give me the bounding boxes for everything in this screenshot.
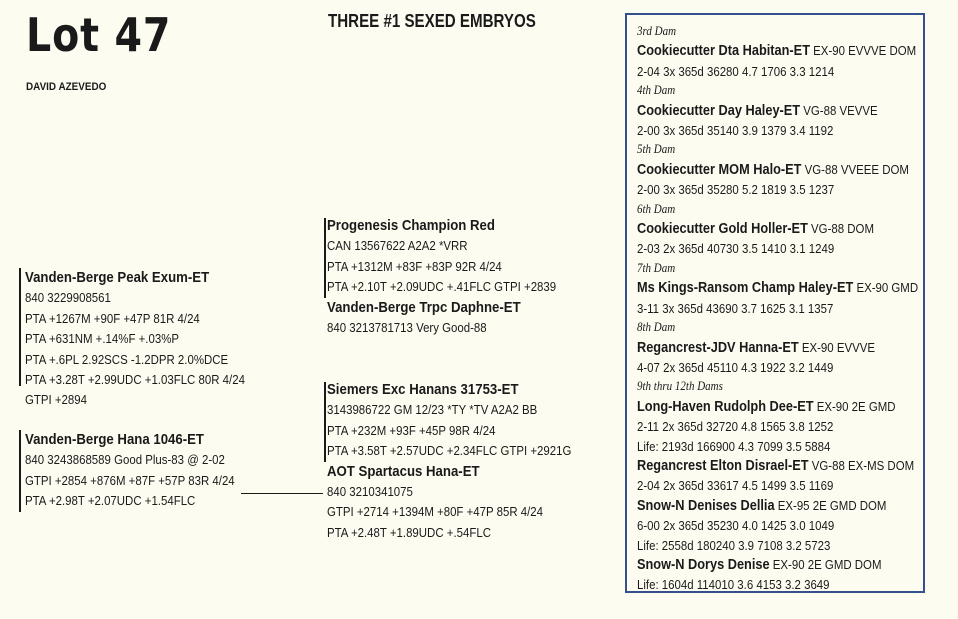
maternal-grandsire-name: Siemers Exc Hanans 31753-ET <box>327 381 519 398</box>
sire-line: GTPI +2894 <box>25 392 88 408</box>
ancestor-dam-name: Ms Kings-Ransom Champ Haley-ET <box>637 280 854 297</box>
ancestor-dam-score: EX-90 EVVVE <box>798 339 875 355</box>
sire-name: Vanden-Berge Peak Exum-ET <box>25 269 210 286</box>
dam-generation-label: 7th Dam <box>637 260 676 275</box>
ancestor-dam-record: Life: 2558d 180240 3.9 7108 3.2 5723 <box>637 537 831 553</box>
paternal-grandsire-line: CAN 13567622 A2A2 *VRR <box>327 238 468 254</box>
ancestor-dam-entry <box>637 278 919 298</box>
paternal-grandsire-block <box>327 216 587 338</box>
maternal-granddam-line: GTPI +2714 +1394M +80F +47P 85R 4/24 <box>327 504 544 520</box>
sire-block <box>25 268 275 411</box>
ancestor-dam-score: VG-88 EX-MS DOM <box>808 457 915 473</box>
ancestor-dam-name: Cookiecutter MOM Halo-ET <box>637 161 802 178</box>
dam-generation-label: 8th Dam <box>637 320 676 335</box>
ancestor-dam-record: 6-00 2x 365d 35230 4.0 1425 3.0 1049 <box>637 518 835 534</box>
maternal-granddam-line: 840 3210341075 <box>327 484 413 500</box>
ancestor-dam-entry <box>637 101 885 121</box>
ancestor-dam-score: EX-90 EVVVE DOM <box>810 43 917 59</box>
maternal-grandsire-block <box>327 380 605 543</box>
consignor-name: DAVID AZEVEDO <box>26 81 107 93</box>
ancestor-dam-name: Snow-N Dorys Denise <box>637 556 770 573</box>
dam-line: PTA +2.98T +2.07UDC +1.54FLC <box>25 493 196 509</box>
sire-line: PTA +631NM +.14%F +.03%P <box>25 331 179 347</box>
ancestor-dam-record: 2-03 2x 365d 40730 3.5 1410 3.1 1249 <box>637 241 835 257</box>
ancestor-dam-score: EX-90 GMD <box>853 280 919 296</box>
embryo-offering-headline: THREE #1 SEXED EMBRYOS <box>328 11 536 31</box>
dam-generation-label: 3rd Dam <box>637 24 677 38</box>
ancestor-dam-entry <box>637 397 896 417</box>
ancestor-dam-record: Life: 2193d 166900 4.3 7099 3.5 5884 <box>637 438 831 454</box>
sire-line: 840 3229908561 <box>25 290 111 306</box>
dam-name: Vanden-Berge Hana 1046-ET <box>25 431 205 448</box>
ancestor-dam-record: 2-11 2x 365d 32720 4.8 1565 3.8 1252 <box>637 419 834 435</box>
ancestor-dam-entry <box>637 555 885 575</box>
dam-line: GTPI +2854 +876M +87F +57P 83R 4/24 <box>25 472 235 488</box>
ancestor-dam-record: 2-00 3x 365d 35280 5.2 1819 3.5 1237 <box>637 182 835 198</box>
dam-line: 840 3243868589 Good Plus-83 @ 2-02 <box>25 452 225 468</box>
dam-generation-label: 4th Dam <box>637 83 676 98</box>
paternal-grandsire-line: PTA +1312M +83F +83P 92R 4/24 <box>327 258 502 274</box>
pedigree-bracket-dam <box>19 430 21 512</box>
paternal-granddam-line: 840 3213781713 Very Good-88 <box>327 320 487 336</box>
ancestor-dam-name: Long-Haven Rudolph Dee-ET <box>637 398 814 415</box>
ancestor-dam-score: VG-88 VEVVE <box>800 102 878 118</box>
ancestor-dam-score: VG-88 VVEEE DOM <box>801 161 909 177</box>
lot-number: Lot 47 <box>26 8 172 62</box>
dam-family-box <box>625 13 925 593</box>
ancestor-dam-entry <box>637 338 885 358</box>
ancestor-dam-record: 2-00 3x 365d 35140 3.9 1379 3.4 1192 <box>637 123 834 139</box>
maternal-grandsire-line: PTA +3.58T +2.57UDC +2.34FLC GTPI +2921G <box>327 443 572 459</box>
ancestor-dam-record: 2-04 3x 365d 36280 4.7 1706 3.3 1214 <box>637 63 835 79</box>
dam-family-list <box>637 22 919 595</box>
sire-line: PTA +3.28T +2.99UDC +1.03FLC 80R 4/24 <box>25 372 245 388</box>
ancestor-dam-name: Cookiecutter Dta Habitan-ET <box>637 43 811 60</box>
maternal-grandsire-line: PTA +232M +93F +45P 98R 4/24 <box>327 422 496 438</box>
pedigree-bracket-sire <box>19 268 21 386</box>
dam-generation-label: 5th Dam <box>637 142 676 157</box>
ancestor-dam-score: EX-90 2E GMD DOM <box>769 556 882 572</box>
sire-line: PTA +.6PL 2.92SCS -1.2DPR 2.0%DCE <box>25 351 229 367</box>
ancestor-dam-score: EX-90 2E GMD <box>813 398 896 414</box>
pedigree-bracket-pat-grandsire <box>324 218 326 298</box>
maternal-granddam-name: AOT Spartacus Hana-ET <box>327 462 480 480</box>
ancestor-dam-record: Life: 1604d 114010 3.6 4153 3.2 3649 <box>637 577 830 593</box>
maternal-granddam-line: PTA +2.48T +1.89UDC +.54FLC <box>327 524 491 540</box>
ancestor-dam-entry <box>637 219 885 239</box>
dam-generation-label: 6th Dam <box>637 201 676 216</box>
ancestor-dam-name: Regancrest Elton Disrael-ET <box>637 457 809 474</box>
ancestor-dam-entry <box>637 456 915 476</box>
paternal-grandsire-name: Progenesis Champion Red <box>327 217 495 234</box>
ancestor-dam-entry <box>637 496 885 516</box>
ancestor-dam-name: Cookiecutter Gold Holler-ET <box>637 221 808 238</box>
pedigree-bracket-mat-grandsire <box>324 382 326 462</box>
ancestor-dam-score: EX-95 2E GMD DOM <box>774 497 887 513</box>
paternal-granddam-name: Vanden-Berge Trpc Daphne-ET <box>327 298 521 316</box>
maternal-grandsire-line: 3143986722 GM 12/23 *TY *TV A2A2 BB <box>327 402 538 418</box>
ancestor-dam-entry <box>637 41 917 61</box>
ancestor-dam-name: Regancrest-JDV Hanna-ET <box>637 339 799 356</box>
paternal-grandsire-line: PTA +2.10T +2.09UDC +.41FLC GTPI +2839 <box>327 279 557 295</box>
ancestor-dam-record: 2-04 2x 365d 33617 4.5 1499 3.5 1169 <box>637 478 834 494</box>
ancestor-dam-entry <box>637 160 909 180</box>
ancestor-dam-score: VG-88 DOM <box>807 221 874 237</box>
sire-line: PTA +1267M +90F +47P 81R 4/24 <box>25 310 200 326</box>
ancestor-dam-name: Snow-N Denises Dellia <box>637 497 775 514</box>
dam-generation-label: 9th thru 12th Dams <box>637 379 723 394</box>
ancestor-dam-record: 3-11 3x 365d 43690 3.7 1625 3.1 1357 <box>637 300 834 316</box>
ancestor-dam-record: 4-07 2x 365d 45110 4.3 1922 3.2 1449 <box>637 359 834 375</box>
dam-block <box>25 430 263 512</box>
ancestor-dam-name: Cookiecutter Day Haley-ET <box>637 102 801 119</box>
